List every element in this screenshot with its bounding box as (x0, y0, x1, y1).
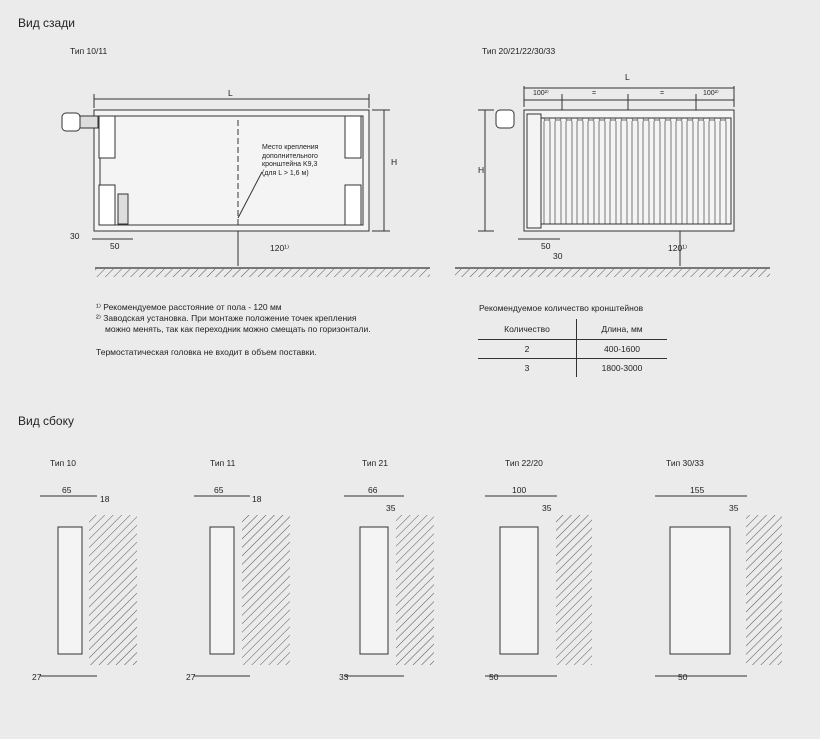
side-view-title: Вид сбоку (18, 414, 74, 428)
dim-30-10-11: 30 (70, 231, 80, 241)
dim-120-10-11: 120¹⁾ (270, 243, 290, 253)
radiator-20-33-rear (455, 86, 770, 268)
dim-l-10-11: L (228, 88, 233, 98)
side-type-21-bottom: 33 (339, 672, 349, 682)
brackets-header-count: Количество (478, 319, 577, 340)
dim-h-10-11: H (391, 157, 398, 167)
dim-eq-1: = (592, 90, 597, 97)
side-type-10-wall: 18 (100, 494, 110, 504)
dim-eq-2: = (660, 90, 665, 97)
side-type-30-wall: 35 (729, 503, 739, 513)
side-type-10-label: Тип 10 (50, 458, 76, 468)
side-type-22-depth: 100 (512, 485, 527, 495)
brackets-row-2-count: 3 (478, 359, 577, 378)
dim-h-20-33: H (478, 165, 485, 175)
side-type-21-depth: 66 (368, 485, 378, 495)
rear-view-title: Вид сзади (18, 16, 75, 30)
side-type-21-label: Тип 21 (362, 458, 388, 468)
brackets-row-1-length: 400-1600 (577, 340, 668, 359)
side-type-10-depth: 65 (62, 485, 72, 495)
side-type-11-bottom: 27 (186, 672, 196, 682)
side-type-22-wall: 35 (542, 503, 552, 513)
floor-hatching-left (95, 269, 430, 277)
side-type-11-depth: 65 (214, 485, 224, 495)
brackets-table-title: Рекомендуемое количество кронштейнов (479, 303, 644, 313)
type-20-33-label: Тип 20/21/22/30/33 (482, 46, 556, 56)
side-view-drawings (40, 496, 747, 676)
side-type-30-label: Тип 30/33 (666, 458, 704, 468)
note-1: ¹⁾ Рекомендуемое расстояние от пола - 120 мм (96, 302, 282, 312)
side-type-30-bottom: 50 (678, 672, 688, 682)
side-type-22-label: Тип 22/20 (505, 458, 543, 468)
side-type-30-depth: 155 (690, 485, 705, 495)
dim-30-20-33: 30 (553, 251, 563, 261)
side-type-11-wall: 18 (252, 494, 262, 504)
dim-50-20-33: 50 (541, 241, 551, 251)
dim-50-10-11: 50 (110, 241, 120, 251)
brackets-header-length: Длина, мм (577, 319, 668, 340)
brackets-row-2-length: 1800-3000 (601, 363, 643, 373)
brackets-table (478, 319, 667, 377)
note-2-line-2: можно менять, так как переходник можно смещать по горизонтали. (105, 324, 371, 334)
note-2-line-1: ²⁾ Заводская установка. При монтаже положение точек крепления (96, 313, 357, 323)
brackets-row-1-count: 2 (478, 340, 577, 359)
dim-120-20-33: 120¹⁾ (668, 243, 688, 253)
bracket-callout: Место крепления дополнительного кронштейна K9,3 (для L > 1,6 м) (262, 144, 319, 177)
side-type-22-bottom: 50 (489, 672, 499, 682)
side-type-10-bottom: 27 (32, 672, 42, 682)
side-type-11-label: Тип 11 (210, 458, 236, 468)
note-3: Термостатическая головка не входит в объем поставки. (96, 347, 317, 357)
dim-l-20-33: L (625, 72, 630, 82)
side-type-21-wall: 35 (386, 503, 396, 513)
type-10-11-label: Тип 10/11 (70, 46, 108, 56)
floor-hatching-right (455, 269, 770, 277)
dim-100-right: 100²⁾ (703, 90, 719, 97)
dim-100-left: 100²⁾ (533, 90, 549, 97)
